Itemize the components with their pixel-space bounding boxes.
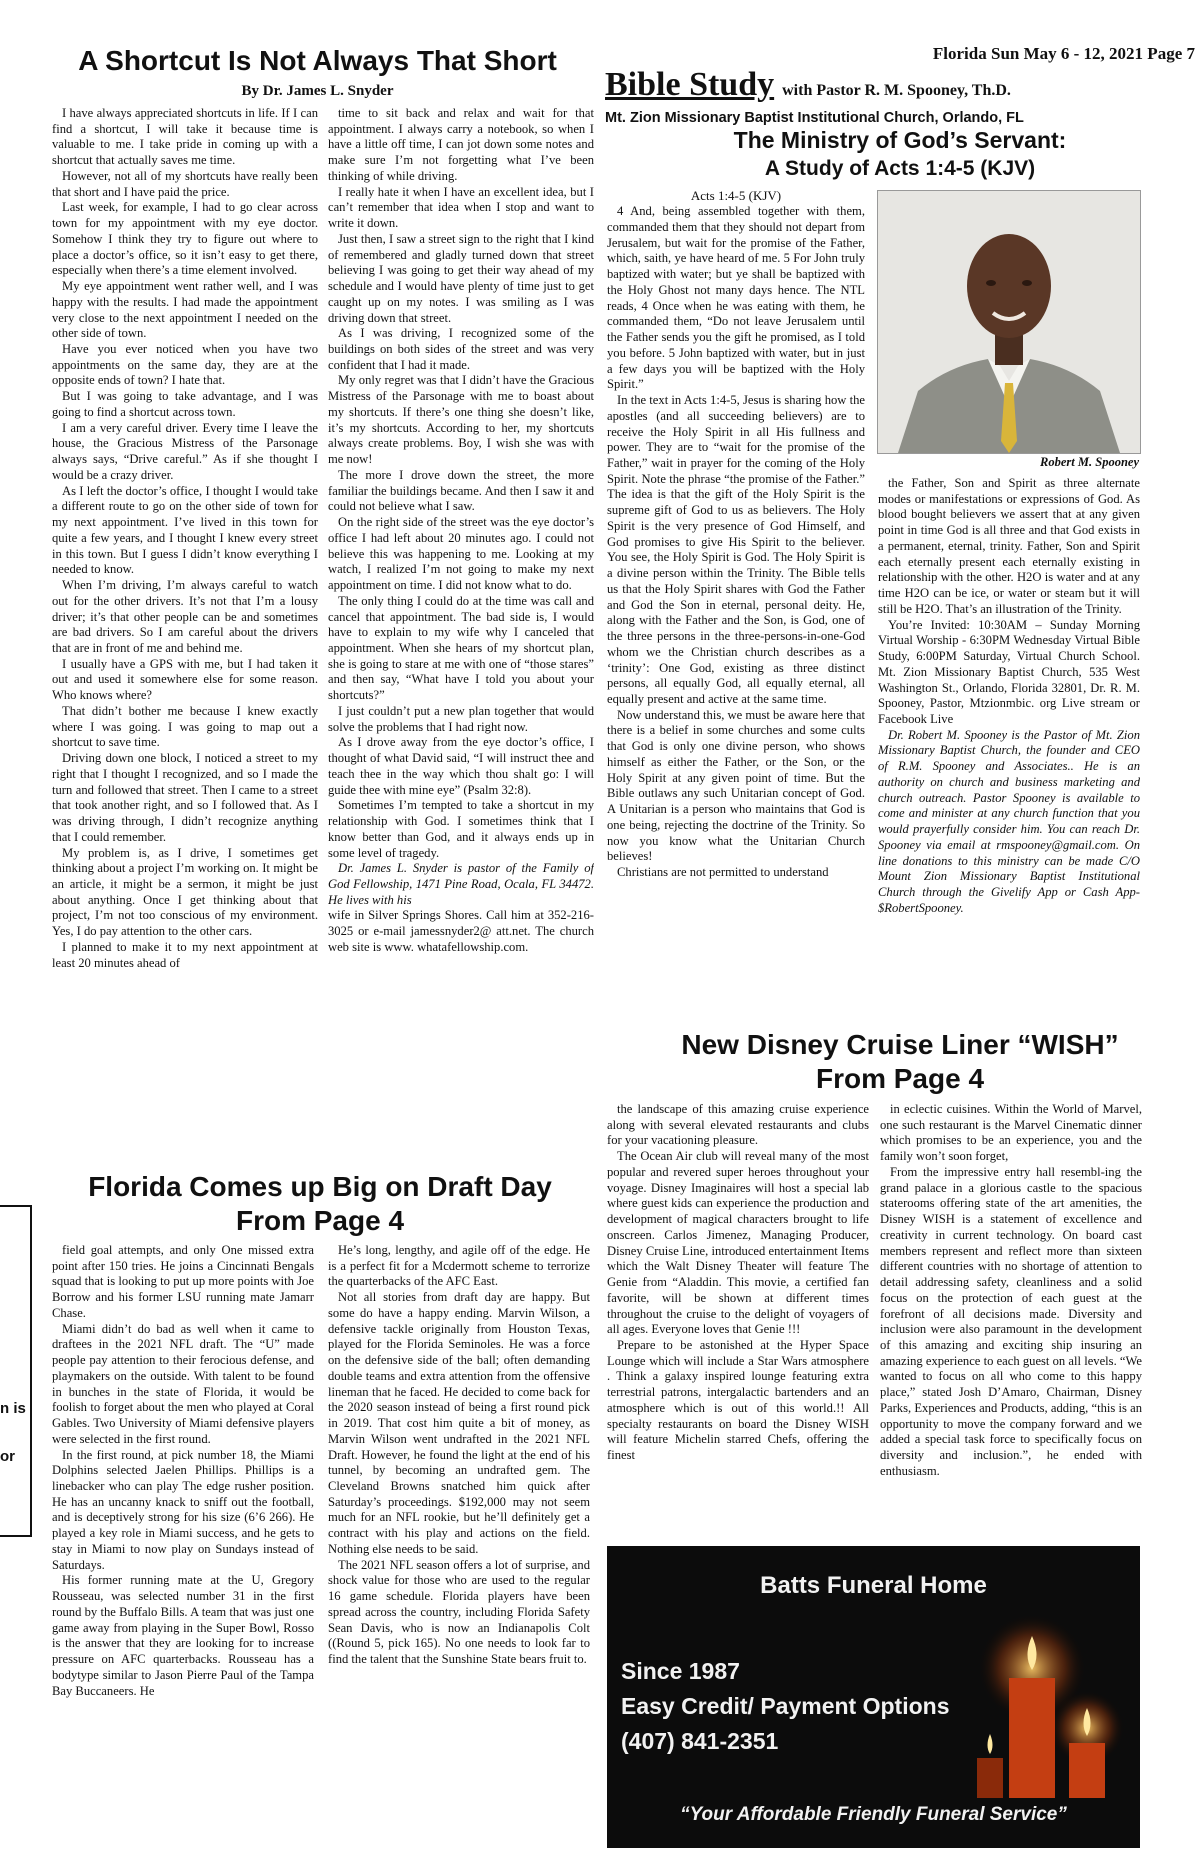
ad-name: Batts Funeral Home — [760, 1572, 987, 1599]
shortcut-col1-paragraphs — [52, 106, 318, 971]
bible-column-2 — [878, 476, 1140, 1018]
disney-headline-1: New Disney Cruise Liner “WISH” — [681, 1029, 1119, 1060]
bible-paragraph: Christians are not permitted to understand — [617, 865, 829, 880]
shortcut-paragraph: On the right side of the street was the eye doctor’s office I had left about 20 minutes ago. I could not believe this was happening to me. Looking at my watch, I realized I’m not going to make my next appointment on time. I did not know what to do. — [328, 515, 594, 593]
bible-column-1 — [607, 188, 865, 1016]
bible-paragraph: Now understand this, we must be aware here that there is a belief in some churches and some cults that God is only one divine person, who shows himself as either the Father, or the Son, or the Holy Spirit at any given point of time. But the Bible outlaws any such Unitarian concept of God. A Unitarian is a person who maintains that God is one being, rejecting the doctrine of the Trinity. So now you know what the Unitarian Church believes! — [607, 707, 865, 864]
shortcut-paragraph: When I’m driving, I’m always careful to watch out for the other drivers. It’s not that I’m a lousy driver; it’s that other people can be and sometimes are bad drivers. So I am careful about the drivers that are in front of me and behind me. — [52, 578, 318, 655]
shortcut-column-1 — [52, 106, 318, 1168]
disney-col1-paragraphs — [607, 1102, 869, 1464]
disney-paragraph: Prepare to be astonished at the Hyper Space Lounge which will include a Star Wars atmosphere . Think a galaxy inspired lounge featuring extra terrestrial patrons, intergalactic bartenders and an atmosphere which is out of this world.!! All specialty restaurants on board the Disney WISH will feature Michelin starred Chefs, offering the finest — [607, 1338, 869, 1463]
florida-col2-paragraphs — [328, 1243, 590, 1668]
disney-col2-paragraphs — [880, 1102, 1142, 1480]
shortcut-paragraph: However, not all of my shortcuts have really been that short and I have paid the price. — [52, 168, 318, 199]
pastor-bio: Dr. Robert M. Spooney is the Pastor of Mt. Zion Missionary Baptist Church, the founder and CEO of R.M. Spooney and Associates.. He is an authority on church and business marketing and church outreach. Pastor Spooney is available to come and minister at any church function that you would prayerfully consider him. You can reach Dr. Spooney via email at rmspooney@gmail.com. On line donations to this ministry can be made C/O Mount Zion Missionary Baptist Institutional Church through the Givelify App or Cash App- $RobertSpooney. — [878, 727, 1140, 915]
florida-paragraph: The 2021 NFL season offers a lot of surprise, and shock value for those who are used to the regular 16 game schedule. Florida players have been spread across the country, including Florida Safety Sean Davis, who is now an Indianapolis Colt ((Round 5, pick 165). No one needs to look far to find the talent that the Sunshine State bears fruit to. — [328, 1557, 590, 1667]
disney-paragraph: the landscape of this amazing cruise experience along with several elevated restaurants and clubs for your vacationing pleasure. — [607, 1102, 869, 1148]
disney-column-2 — [880, 1102, 1142, 1540]
bible-paragraph: 4 And, being assembled together with them, commanded them that they should not depart from Jerusalem, but wait for the promise of the Father, which, saith, ye have heard of me. 5 For John truly baptized with water; but ye shall be baptized with the Holy Ghost not many days hence. The NTL reads, 4 Once when he was eating with them, he commanded them, “Do not leave Jerusalem until the Father sends you the gift he promised, as I told you before. 5 John baptized with water, but in just a few days you will be baptized with the Holy Spirit.” — [607, 204, 865, 392]
bible-subtitle-1: The Ministry of God’s Servant: — [733, 127, 1067, 153]
disney-paragraph: in eclectic cuisines. Within the World of Marvel, one such restaurant is the Marvel Cinematic dinner which promises to be an experience, you and the family won’t soon forget, — [880, 1102, 1142, 1164]
disney-headline-2: From Page 4 — [815, 1063, 985, 1094]
ad-credit: Easy Credit/ Payment Options — [621, 1693, 950, 1719]
ad-slogan: “Your Affordable Friendly Funeral Service” — [680, 1804, 1067, 1825]
shortcut-paragraph: That didn’t bother me because I knew exactly where I was going. I was going to map out a shortcut to save time. — [52, 703, 318, 750]
left-edge-fragment-2: or — [0, 1448, 15, 1465]
bible-col1-paragraphs — [607, 204, 865, 881]
shortcut-paragraph: My only regret was that I didn’t have the Gracious Mistress of the Parsonage with me to boast about my shortcuts. If there’s one thing she doesn’t like, it’s my shortcuts. According to her, my shortcuts always create problems. Boy, I wish she was with me now! — [328, 373, 594, 467]
florida-paragraph: field goal attempts, and only One missed extra point after 150 tries. He joins a Cincinnati Bengals squad that is looking to put up more points with Joe Borrow and his former LSU running mate Jamarr Chase. — [52, 1243, 314, 1320]
shortcut-paragraph: Just then, I saw a street sign to the right that I kind of remembered and gladly turned down that street believing I was going to get their way ahead of my schedule and I would have plenty of time just to get caught up on my notes. I was smiling as I was driving down that street. — [328, 231, 594, 325]
shortcut-paragraph: I have always appreciated shortcuts in life. If I can find a shortcut, I will take it because time is valuable to me. I take pride in coming up with a shortcut that actually saves me time. — [52, 106, 318, 168]
shortcut-paragraph: I am a very careful driver. Every time I leave the house, the Gracious Mistress of the Parsonage always says, “Drive careful.” As if she thought I would be a crazy driver. — [52, 420, 318, 482]
church-name: Mt. Zion Missionary Baptist Institutional Church, Orlando, FL — [605, 110, 1024, 126]
page-info: Florida Sun May 6 - 12, 2021 Page 7 — [932, 44, 1195, 63]
florida-column-1 — [52, 1243, 314, 1847]
left-edge-fragment-1: n is — [0, 1400, 26, 1417]
shortcut-author-bio: wife in Silver Springs Shores. Call him at 352-216-3025 or e-mail jamessnyder2@ att.net. The church web site is www. whatafellowship.com. — [328, 908, 594, 954]
left-edge-box — [0, 1205, 32, 1537]
florida-paragraph: Miami didn’t do bad as well when it came to draftees in the 2021 NFL draft. The “U” made people pay attention to their ferocious defense, and playmakers on the outside. With talent to be found in bunches in the state of Florida, it would be foolish to forget about the men who played at Coral Gables. Two University of Miami defensive players were selected in the first round. — [52, 1321, 314, 1446]
shortcut-paragraph: As I drove away from the eye doctor’s office, I thought of what David said, “I will instruct thee and teach thee in the way which thou shalt go: I will guide thee with mine eye” (Psalm 32:8). — [328, 735, 594, 797]
shortcut-author-bio-italic: Dr. James L. Snyder is pastor of the Family of God Fellowship, 1471 Pine Road, Ocala, FL 34472. He lives with his — [328, 861, 594, 907]
pastor-photo — [877, 190, 1141, 454]
shortcut-paragraph: time to sit back and relax and wait for that appointment. I always carry a notebook, so when I have a little off time, I can jot down some notes and make sure I’m not forgetting what I’ve been thinking of while driving. — [328, 106, 594, 183]
shortcut-paragraph: I usually have a GPS with me, but I had taken it out and used it somewhere else for some reason. Who knows where? — [52, 656, 318, 703]
florida-paragraph: His former running mate at the U, Gregory Rousseau, was selected number 31 in the first round by the Buffalo Bills. A team that was just one game away from playing in the Super Bowl, Rosso is the answer that they are looking for to increase pressure on AFC quarterbacks. Rousseau has a bodytype similar to Jason Pierre Paul of the Tampa Bay Buccaneers. He — [52, 1573, 314, 1698]
shortcut-paragraph: Sometimes I’m tempted to take a shortcut in my relationship with God. I sometimes think that I know better than God, and it always ends up in some level of tragedy. — [328, 798, 594, 860]
ad-since: Since 1987 — [621, 1658, 740, 1684]
florida-headline-2: From Page 4 — [235, 1205, 405, 1236]
bible-study-title: Bible Study — [605, 66, 775, 103]
disney-paragraph: The Ocean Air club will reveal many of the most popular and revered super heroes throughout your voyage. Disney Imaginaires will host a special lab where guest kids can experience the production and development of magical characters brought to life onscreen. Carlos Jimenez, Managing Producer, Disney Cruise Line, introduced entertainment Items which the Walt Disney Theater will feature The Genie from “Aladdin. This movie, a certified fan favorite, will be shown at different times throughout the cruise to the delight of voyagers of all ages. Everyone loves that Genie !!! — [607, 1149, 869, 1337]
florida-paragraph: In the first round, at pick number 18, the Miami Dolphins selected Jaelen Phillips. Phillips is a linebacker who can play The edge rusher position. He has an uncanny knack to sniff out the football, and is deceptively strong for his size (6’6 266). He played a key role in Miami success, and he gets to stay in Miami to now play on Sundays instead of Saturdays. — [52, 1447, 314, 1572]
shortcut-paragraph: The only thing I could do at the time was call and cancel that appointment. The bad side is, I would have to explain to my wife why I canceled that appointment. When she hears of my shortcut plan, she is going to stare at me with one of “those stares” and then say, “What have I told you about your shortcuts?” — [328, 593, 594, 703]
shortcut-column-2 — [328, 106, 594, 1168]
funeral-home-ad — [607, 1546, 1140, 1848]
bible-study-header — [605, 66, 1195, 104]
photo-caption: Robert M. Spooney — [1040, 455, 1139, 469]
shortcut-paragraph: I really hate it when I have an excellent idea, but I can’t remember that idea when I stop and want to write it down. — [328, 184, 594, 231]
bible-paragraph: In the text in Acts 1:4-5, Jesus is sharing how the apostles (and all succeeding believers) are to receive the Holy Spirit in all His fullness and power. They are to “wait for the promise of the Father,” wait in prayer for the coming of the Holy Spirit. Note the phrase “the promise of the Father.” The idea is that the gift of the Holy Spirit is the supreme gift of God to us as believers. The Holy Spirit is the very presence of God Himself, and God promises to give His Spirit to the believer. You see, the Holy Spirit is God. The Holy Spirit is a divine person within the Trinity. The Bible tells us that the Holy Spirit shares with God the Father and God the Son in eternal, personal deity. He, along with the Father and the Son, is God, one of the three persons in the three-persons-in-one-God whom we the Christian church describes as a ‘trinity’: One God, existing as three distinct persons, all equally God, all equally eternal, all equally present and active at the same time. — [607, 393, 865, 707]
shortcut-paragraph: The more I drove down the street, the more familiar the buildings became. And then I saw it and could not believe what I saw. — [328, 467, 594, 514]
bible-paragraph: the Father, Son and Spirit as three alternate modes or manifestations or expressions of God. As blood bought believers we assert that at any given point in time God is all three and that God exists in a permanent, eternal, trinity. Father, Son and Spirit each eternally present each eternally existing in relationship with the other. H2O is water and at any time H2O can be ice, or water or steam but it will still be H2O. That’s an illustration of the Trinity. — [878, 476, 1140, 616]
shortcut-paragraph: As I was driving, I recognized some of the buildings on both sides of the street and was very confident that I had it made. — [328, 326, 594, 372]
shortcut-paragraph: Driving down one block, I noticed a street to my right that I thought I recognized, and so I made the turn and followed that street. Then I came to a street that took another right, and so I followed that. As I was driving through, I didn’t recognize anything that I could remember. — [52, 751, 318, 844]
shortcut-paragraph: I planned to make it to my next appointment at least 20 minutes ahead of — [52, 939, 318, 970]
scripture-reference: Acts 1:4-5 (KJV) — [690, 188, 782, 203]
florida-paragraph: Not all stories from draft day are happy. But some do have a happy ending. Marvin Wilson, a defensive tackle originally from Houston Texas, played for the Florida Seminoles. He was a force on the defensive side of the ball; often demanding double teams and extra attention from the offensive lineman that he faced. He decided to come back for the 2020 season instead of being a first round pick in 2019. That cost him quite a bit of money, as Marvin Wilson went undrafted in the 2021 NFL Draft. However, he found the light at the end of his tunnel, by becoming an undrafted gem. The Cleveland Browns snatched him quick after Saturday’s proceedings. $192,000 may not seem much for an NFL rookie, but he’ll definitely get a contract with his play and actions on the field. Nothing else needs to be said. — [328, 1290, 590, 1556]
pastor-portrait-icon — [878, 191, 1140, 453]
bible-study-pastor: with Pastor R. M. Spooney, Th.D. — [782, 82, 1011, 99]
shortcut-paragraph: My eye appointment went rather well, and I was happy with the results. I had made the appointment very close to the next appointment I needed on the other side of town. — [52, 279, 318, 341]
shortcut-paragraph: But I was going to take advantage, and I was going to find a shortcut across town. — [52, 389, 318, 419]
shortcut-col2-paragraphs — [328, 106, 594, 861]
florida-col1-paragraphs — [52, 1243, 314, 1699]
shortcut-headline: A Shortcut Is Not Always That Short — [78, 45, 557, 76]
disney-column-1 — [607, 1102, 869, 1540]
bible-col2-paragraphs — [878, 476, 1140, 728]
candles-icon — [957, 1608, 1127, 1808]
shortcut-paragraph: I just couldn’t put a new plan together that would solve the problems that I had right now. — [328, 703, 594, 734]
bible-paragraph: You’re Invited: 10:30AM – Sunday Morning Virtual Worship - 6:30PM Wednesday Virtual Bible Study, 6:00PM Saturday, Virtual Church School. Mt. Zion Missionary Baptist Church, 535 West Washington St., Orlando, Florida 32801, Dr. R. M. Spooney, Pastor, Mtzionmbic. org Live stream or Facebook Live — [878, 617, 1140, 727]
shortcut-paragraph: My problem is, as I drive, I sometimes get thinking about a project I’m working on. It might be an article, it might be a sermon, it might be just about anything. Once I get thinking about that project, I’m not too conscious of my environment. Yes, I do pay attention to the other cars. — [52, 845, 318, 939]
florida-column-2 — [328, 1243, 590, 1847]
disney-paragraph: From the impressive entry hall resembl-ing the grand palace in a glorious castle to the spacious staterooms offering state of the art amenities, the Disney WISH is a statement of excellence and creativity in current technology. On board cast members represent and reflect more than sixteen different countries with no shortage of attention to detail addressing safety, cleanliness and a solid focus on the protection of each guest at the forefront of all decisions made. Diversity and inclusion were also paramount in the development of this amazing and exciting ship insuring an amazing experience to each guest on all levels. “We wanted to focus on all who come to this happy place,” stated Josh D’Amaro, Chairman, Disney Parks, Experiences and Products, adding, “this is an opportunity to move the company forward and we added a special task force to specifically focus on diversity and inclusion.”, he ended with enthusiasm. — [880, 1164, 1142, 1478]
shortcut-paragraph: Have you ever noticed when you have two appointments on the same day, they are at the opposite ends of town? I hate that. — [52, 342, 318, 388]
florida-paragraph: He’s long, lengthy, and agile off of the edge. He is a perfect fit for a Mcdermott scheme to terrorize the quarterbacks of the AFC East. — [328, 1243, 590, 1289]
shortcut-paragraph: As I left the doctor’s office, I thought I would take a different route to go on the other side of town for my next appointment. I’ve lived in this town for quite a few years, and I thought I knew every street in this town. But I guess I didn’t know everything I needed to know. — [52, 483, 318, 577]
florida-headline-1: Florida Comes up Big on Draft Day — [88, 1171, 552, 1202]
bible-subtitle-2: A Study of Acts 1:4-5 (KJV) — [764, 157, 1036, 180]
ad-phone: (407) 841-2351 — [621, 1728, 779, 1754]
shortcut-paragraph: Last week, for example, I had to go clear across town for my appointment with my eye doctor. Somehow I think they try to figure out where to place a doctor’s office, so it isn’t easy to get there, especially when there’s a time element involved. — [52, 200, 318, 278]
shortcut-byline: By Dr. James L. Snyder — [241, 83, 394, 99]
